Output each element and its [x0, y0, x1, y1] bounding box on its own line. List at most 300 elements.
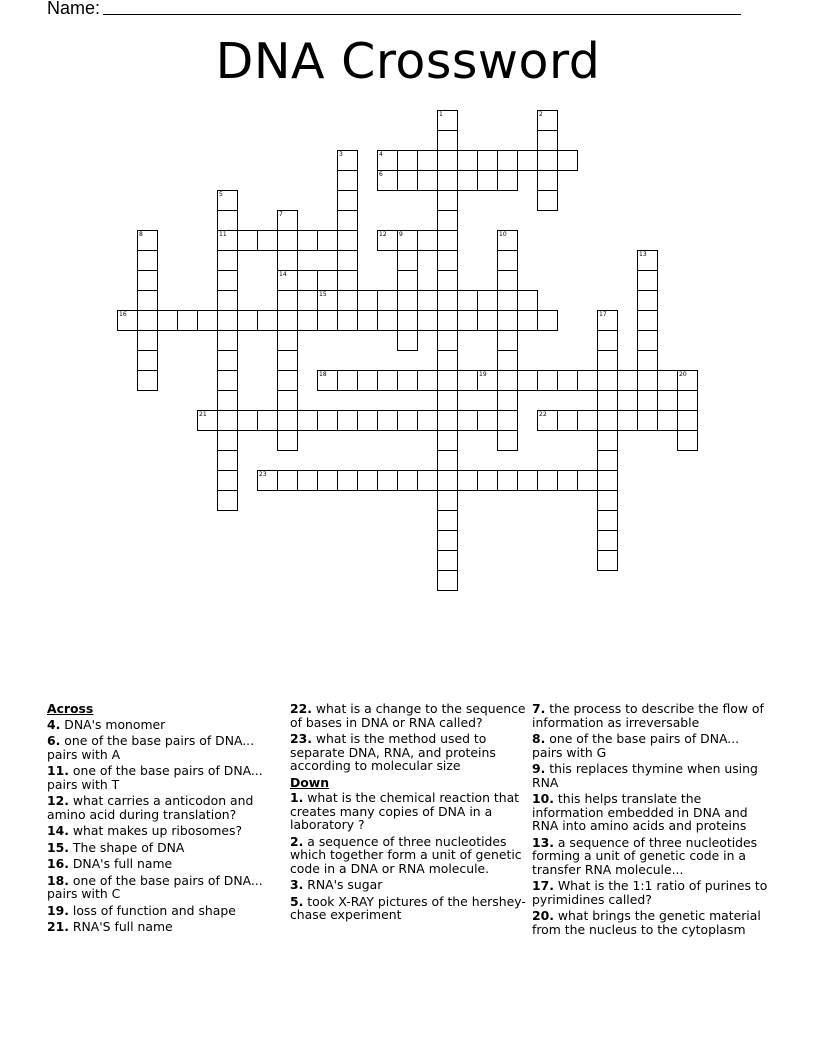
crossword-cell[interactable]: [637, 370, 658, 391]
clue-item: [532, 732, 772, 759]
crossword-cell[interactable]: [257, 470, 278, 491]
crossword-cell[interactable]: [297, 230, 318, 251]
crossword-cell[interactable]: [397, 370, 418, 391]
clue-item: [47, 920, 287, 934]
crossword-cell[interactable]: [677, 370, 698, 391]
page-title: DNA Crossword: [215, 33, 601, 90]
crossword-cell[interactable]: [477, 170, 498, 191]
clue-text: RNA's sugar: [303, 877, 383, 892]
crossword-cell[interactable]: [677, 390, 698, 411]
crossword-cell[interactable]: [557, 150, 578, 171]
crossword-cell[interactable]: [217, 350, 238, 371]
crossword-cell[interactable]: [497, 310, 518, 331]
clue-number: 3.: [290, 877, 304, 892]
clue-number: 2: [539, 111, 543, 118]
crossword-cell[interactable]: [457, 470, 478, 491]
crossword-cell[interactable]: [637, 270, 658, 291]
crossword-cell[interactable]: [237, 230, 258, 251]
crossword-cell[interactable]: [217, 210, 238, 231]
clue-number: 1.: [290, 790, 304, 805]
crossword-cell[interactable]: [377, 310, 398, 331]
crossword-cell[interactable]: [197, 310, 218, 331]
clue-number: 1: [439, 111, 443, 118]
clue-number: 23.: [290, 731, 312, 746]
crossword-cell[interactable]: [497, 470, 518, 491]
clue-number: 4: [379, 151, 383, 158]
clue-number: 20.: [532, 908, 554, 923]
clue-item: [290, 732, 530, 773]
crossword-cell[interactable]: [457, 410, 478, 431]
crossword-cell[interactable]: [217, 370, 238, 391]
crossword-cell[interactable]: [437, 450, 458, 471]
crossword-cell[interactable]: [237, 310, 258, 331]
crossword-cell[interactable]: [577, 410, 598, 431]
crossword-cell[interactable]: [177, 310, 198, 331]
crossword-cell[interactable]: [217, 190, 238, 211]
crossword-cell[interactable]: [337, 150, 358, 171]
crossword-cell[interactable]: [277, 370, 298, 391]
crossword-cell[interactable]: [477, 470, 498, 491]
crossword-cell[interactable]: [277, 270, 298, 291]
crossword-cell[interactable]: [437, 110, 458, 131]
clue-text: what is the method used to separate DNA, RNA, and proteins according to molecular size: [290, 731, 496, 773]
crossword-cell[interactable]: [437, 530, 458, 551]
crossword-cell[interactable]: [257, 310, 278, 331]
crossword-cell[interactable]: [217, 390, 238, 411]
clue-item: [290, 895, 530, 922]
clue-number: 22: [539, 411, 547, 418]
crossword-cell[interactable]: [417, 230, 438, 251]
crossword-cell[interactable]: [437, 270, 458, 291]
crossword-cell[interactable]: [497, 150, 518, 171]
clue-number: 11: [219, 231, 227, 238]
crossword-cell[interactable]: [337, 470, 358, 491]
crossword-cell[interactable]: [417, 410, 438, 431]
crossword-cell[interactable]: [337, 230, 358, 251]
down-heading: Down: [290, 774, 330, 790]
crossword-cell[interactable]: [497, 250, 518, 271]
crossword-cell[interactable]: [137, 310, 158, 331]
crossword-cell[interactable]: [537, 410, 558, 431]
clue-number: 16.: [47, 856, 69, 871]
crossword-cell[interactable]: [157, 310, 178, 331]
crossword-cell[interactable]: [217, 490, 238, 511]
clue-number: 16: [119, 311, 127, 318]
crossword-cell[interactable]: [497, 430, 518, 451]
clue-item: [47, 824, 287, 838]
crossword-cell[interactable]: [437, 170, 458, 191]
clue-item: [532, 702, 772, 729]
crossword-cell[interactable]: [477, 290, 498, 311]
crossword-cell[interactable]: [397, 270, 418, 291]
crossword-cell[interactable]: [377, 370, 398, 391]
crossword-cell[interactable]: [397, 470, 418, 491]
clue-text: the process to describe the flow of information as irreversable: [532, 701, 764, 730]
crossword-cell[interactable]: [217, 290, 238, 311]
clue-column-2: [290, 702, 530, 925]
clue-item: [47, 841, 287, 855]
crossword-cell[interactable]: [497, 390, 518, 411]
clue-item: [47, 734, 287, 761]
crossword-cell[interactable]: [477, 410, 498, 431]
crossword-cell[interactable]: [597, 470, 618, 491]
crossword-cell[interactable]: [277, 290, 298, 311]
clue-text: RNA'S full name: [68, 919, 173, 934]
crossword-cell[interactable]: [277, 350, 298, 371]
crossword-cell[interactable]: [317, 370, 338, 391]
clue-number: 14.: [47, 823, 69, 838]
clue-number: 22.: [290, 701, 312, 716]
crossword-cell[interactable]: [597, 390, 618, 411]
crossword-cell[interactable]: [417, 170, 438, 191]
crossword-cell[interactable]: [597, 430, 618, 451]
crossword-cell[interactable]: [137, 270, 158, 291]
crossword-cell[interactable]: [417, 370, 438, 391]
clue-item: [290, 791, 530, 832]
crossword-cell[interactable]: [537, 310, 558, 331]
crossword-cell[interactable]: [277, 230, 298, 251]
crossword-cell[interactable]: [357, 410, 378, 431]
crossword-cell[interactable]: [317, 230, 338, 251]
crossword-cell[interactable]: [437, 570, 458, 591]
crossword-cell[interactable]: [417, 470, 438, 491]
clue-number: 6: [379, 171, 383, 178]
crossword-cell[interactable]: [537, 130, 558, 151]
clue-number: 7.: [532, 701, 546, 716]
clue-item: [290, 878, 530, 892]
clue-number: 19: [479, 371, 487, 378]
crossword-cell[interactable]: [497, 270, 518, 291]
crossword-cell[interactable]: [277, 410, 298, 431]
crossword-cell[interactable]: [497, 290, 518, 311]
clue-item: [290, 702, 530, 729]
crossword-cell[interactable]: [337, 270, 358, 291]
crossword-cell[interactable]: [257, 230, 278, 251]
crossword-cell[interactable]: [437, 230, 458, 251]
crossword-cell[interactable]: [237, 410, 258, 431]
crossword-cell[interactable]: [277, 310, 298, 331]
crossword-cell[interactable]: [437, 390, 458, 411]
clue-number: 17.: [532, 878, 554, 893]
crossword-cell[interactable]: [497, 230, 518, 251]
crossword-cell[interactable]: [497, 170, 518, 191]
crossword-cell[interactable]: [537, 370, 558, 391]
crossword-cell[interactable]: [457, 310, 478, 331]
clue-number: 17: [599, 311, 607, 318]
crossword-cell[interactable]: [597, 370, 618, 391]
clue-number: 18: [319, 371, 327, 378]
crossword-cell[interactable]: [217, 310, 238, 331]
crossword-cell[interactable]: [277, 250, 298, 271]
crossword-cell[interactable]: [437, 130, 458, 151]
crossword-cell[interactable]: [557, 470, 578, 491]
crossword-cell[interactable]: [437, 490, 458, 511]
clue-item: [47, 794, 287, 821]
crossword-cell[interactable]: [357, 310, 378, 331]
crossword-cell[interactable]: [317, 410, 338, 431]
crossword-cell[interactable]: [337, 250, 358, 271]
crossword-cell[interactable]: [337, 210, 358, 231]
crossword-cell[interactable]: [637, 310, 658, 331]
clue-text: took X-RAY pictures of the hershey-chase experiment: [290, 893, 526, 922]
crossword-cell[interactable]: [517, 310, 538, 331]
clue-text: The shape of DNA: [68, 839, 185, 855]
clue-text: this replaces thymine when using RNA: [532, 761, 758, 790]
crossword-cell[interactable]: [437, 290, 458, 311]
crossword-cell[interactable]: [137, 230, 158, 251]
crossword-cell[interactable]: [117, 310, 138, 331]
clue-number: 8.: [532, 731, 546, 746]
clue-item: [290, 835, 530, 876]
clue-item: [47, 874, 287, 901]
crossword-cell[interactable]: [497, 350, 518, 371]
crossword-cell[interactable]: [497, 330, 518, 351]
crossword-cell[interactable]: [337, 370, 358, 391]
crossword-cell[interactable]: [357, 370, 378, 391]
crossword-cell[interactable]: [637, 350, 658, 371]
crossword-cell[interactable]: [197, 410, 218, 431]
clue-text: What is the 1:1 ratio of purines to pyrimidines called?: [532, 878, 768, 907]
crossword-cell[interactable]: [597, 490, 618, 511]
crossword-cell[interactable]: [517, 150, 538, 171]
clue-text: what brings the genetic material from the nucleus to the cytoplasm: [532, 908, 761, 937]
clue-number: 18.: [47, 872, 69, 888]
clue-number: 5: [219, 191, 223, 198]
clue-text: this helps translate the information embedded in DNA and RNA into amino acids and proteins: [532, 791, 748, 833]
crossword-cell[interactable]: [337, 190, 358, 211]
crossword-cell[interactable]: [337, 410, 358, 431]
clue-text: DNA's full name: [68, 856, 173, 871]
crossword-cell[interactable]: [437, 250, 458, 271]
clue-number: 10: [499, 231, 507, 238]
name-label: Name:: [47, 0, 101, 18]
clue-number: 21: [199, 411, 207, 418]
crossword-cell[interactable]: [137, 330, 158, 351]
crossword-cell[interactable]: [437, 350, 458, 371]
crossword-cell[interactable]: [217, 450, 238, 471]
clue-column-1: [47, 702, 287, 937]
clue-item: [47, 764, 287, 791]
crossword-cell[interactable]: [437, 310, 458, 331]
clue-text: a sequence of three nucleotides which together form a unit of genetic code in a DNA or RNA molecule.: [290, 833, 522, 876]
crossword-cell[interactable]: [657, 410, 678, 431]
crossword-cell[interactable]: [317, 290, 338, 311]
crossword-cell[interactable]: [437, 370, 458, 391]
crossword-cell[interactable]: [297, 270, 318, 291]
clue-number: 20: [679, 371, 687, 378]
crossword-cell[interactable]: [497, 410, 518, 431]
clue-number: 19.: [47, 902, 69, 918]
crossword-cell[interactable]: [677, 410, 698, 431]
crossword-cell[interactable]: [217, 230, 238, 251]
crossword-cell[interactable]: [377, 290, 398, 311]
clue-item: [532, 909, 772, 936]
crossword-cell[interactable]: [557, 370, 578, 391]
crossword-cell[interactable]: [437, 150, 458, 171]
crossword-cell[interactable]: [377, 410, 398, 431]
crossword-cell[interactable]: [617, 410, 638, 431]
clue-number: 7: [279, 211, 283, 218]
crossword-cell[interactable]: [477, 310, 498, 331]
crossword-cell[interactable]: [417, 310, 438, 331]
crossword-cell[interactable]: [337, 310, 358, 331]
crossword-cell[interactable]: [377, 470, 398, 491]
crossword-cell[interactable]: [317, 270, 338, 291]
clue-number: 15: [319, 291, 327, 298]
crossword-cell[interactable]: [517, 370, 538, 391]
crossword-cell[interactable]: [397, 150, 418, 171]
crossword-cell[interactable]: [217, 470, 238, 491]
crossword-cell[interactable]: [377, 170, 398, 191]
crossword-cell[interactable]: [397, 170, 418, 191]
crossword-cell[interactable]: [277, 430, 298, 451]
crossword-cell[interactable]: [357, 470, 378, 491]
crossword-cell[interactable]: [317, 310, 338, 331]
crossword-cell[interactable]: [397, 230, 418, 251]
crossword-cell[interactable]: [277, 470, 298, 491]
clue-number: 15.: [47, 839, 69, 855]
crossword-cell[interactable]: [517, 290, 538, 311]
crossword-cell[interactable]: [537, 190, 558, 211]
clue-column-3: [532, 702, 772, 939]
crossword-cell[interactable]: [277, 210, 298, 231]
crossword-cell[interactable]: [657, 370, 678, 391]
clue-item: [532, 762, 772, 789]
crossword-cell[interactable]: [137, 350, 158, 371]
clue-number: 3: [339, 151, 343, 158]
crossword-cell[interactable]: [297, 470, 318, 491]
crossword-cell[interactable]: [537, 110, 558, 131]
crossword-cell[interactable]: [417, 150, 438, 171]
crossword-cell[interactable]: [217, 250, 238, 271]
crossword-cell[interactable]: [297, 410, 318, 431]
crossword-cell[interactable]: [637, 290, 658, 311]
crossword-cell[interactable]: [277, 330, 298, 351]
clue-item: [532, 836, 772, 877]
crossword-cell[interactable]: [217, 410, 238, 431]
crossword-cell[interactable]: [617, 370, 638, 391]
clue-text: a sequence of three nucleotides forming a unit of genetic code in a transfer RNA molecule...: [532, 834, 758, 877]
clue-text: what makes up ribosomes?: [68, 823, 243, 838]
crossword-cell[interactable]: [457, 290, 478, 311]
clue-number: 12.: [47, 793, 69, 808]
crossword-cell[interactable]: [337, 170, 358, 191]
crossword-cell[interactable]: [137, 370, 158, 391]
crossword-cell[interactable]: [437, 510, 458, 531]
clue-number: 11.: [47, 763, 69, 778]
crossword-cell[interactable]: [457, 150, 478, 171]
clue-number: 9.: [532, 761, 546, 776]
crossword-cell[interactable]: [297, 310, 318, 331]
crossword-cell[interactable]: [417, 290, 438, 311]
crossword-cell[interactable]: [377, 230, 398, 251]
clue-text: what is the chemical reaction that creates many copies of DNA in a laboratory ?: [290, 790, 520, 832]
crossword-cell[interactable]: [437, 550, 458, 571]
crossword-cell[interactable]: [137, 250, 158, 271]
crossword-cell[interactable]: [637, 330, 658, 351]
crossword-cell[interactable]: [597, 450, 618, 471]
crossword-cell[interactable]: [437, 410, 458, 431]
crossword-cell[interactable]: [537, 170, 558, 191]
crossword-cell[interactable]: [437, 330, 458, 351]
clue-number: 5.: [290, 893, 304, 909]
crossword-cell[interactable]: [277, 390, 298, 411]
crossword-cell[interactable]: [397, 310, 418, 331]
clue-number: 9: [399, 231, 403, 238]
crossword-cell[interactable]: [537, 150, 558, 171]
crossword-cell[interactable]: [477, 370, 498, 391]
crossword-cell[interactable]: [597, 350, 618, 371]
clue-number: 10.: [532, 791, 554, 806]
crossword-cell[interactable]: [597, 530, 618, 551]
crossword-cell[interactable]: [317, 470, 338, 491]
crossword-cell[interactable]: [257, 410, 278, 431]
crossword-cell[interactable]: [517, 470, 538, 491]
crossword-cell[interactable]: [457, 170, 478, 191]
crossword-cell[interactable]: [637, 250, 658, 271]
crossword-cell[interactable]: [137, 290, 158, 311]
crossword-cell[interactable]: [597, 330, 618, 351]
crossword-cell[interactable]: [397, 410, 418, 431]
crossword-cell[interactable]: [357, 290, 378, 311]
crossword-cell[interactable]: [217, 270, 238, 291]
crossword-cell[interactable]: [437, 430, 458, 451]
crossword-cell[interactable]: [637, 390, 658, 411]
crossword-cell[interactable]: [577, 370, 598, 391]
clue-item: [532, 792, 772, 833]
crossword-cell[interactable]: [337, 290, 358, 311]
crossword-cell[interactable]: [537, 470, 558, 491]
clue-number: 2.: [290, 833, 304, 849]
crossword-cell[interactable]: [637, 410, 658, 431]
crossword-cell[interactable]: [437, 470, 458, 491]
clue-number: 12: [379, 231, 387, 238]
clue-number: 23: [259, 471, 267, 478]
crossword-cell[interactable]: [477, 150, 498, 171]
crossword-cell[interactable]: [397, 330, 418, 351]
clue-text: what carries a anticodon and amino acid during translation?: [47, 793, 254, 822]
crossword-cell[interactable]: [217, 430, 238, 451]
crossword-cell[interactable]: [397, 290, 418, 311]
crossword-cell[interactable]: [577, 470, 598, 491]
clue-text: loss of function and shape: [68, 902, 236, 918]
clue-number: 13.: [532, 834, 554, 850]
crossword-cell[interactable]: [437, 210, 458, 231]
crossword-cell[interactable]: [437, 190, 458, 211]
crossword-cell[interactable]: [597, 410, 618, 431]
clue-text: one of the base pairs of DNA... pairs with G: [532, 731, 740, 760]
crossword-cell[interactable]: [377, 150, 398, 171]
clue-item: [47, 904, 287, 918]
clue-text: one of the base pairs of DNA... pairs with A: [47, 733, 255, 762]
crossword-cell[interactable]: [597, 510, 618, 531]
clue-number: 13: [639, 251, 647, 258]
crossword-cell[interactable]: [217, 330, 238, 351]
clue-number: 6.: [47, 733, 61, 748]
crossword-cell[interactable]: [597, 310, 618, 331]
crossword-cell[interactable]: [457, 370, 478, 391]
crossword-cell[interactable]: [677, 430, 698, 451]
crossword-cell[interactable]: [597, 550, 618, 571]
clue-text: what is a change to the sequence of bases in DNA or RNA called?: [290, 701, 526, 730]
clue-number: 8: [139, 231, 143, 238]
clue-item: [47, 857, 287, 871]
crossword-cell[interactable]: [557, 410, 578, 431]
crossword-cell[interactable]: [497, 370, 518, 391]
clue-item: [532, 879, 772, 906]
clue-number: 4.: [47, 716, 61, 732]
crossword-cell[interactable]: [397, 250, 418, 271]
